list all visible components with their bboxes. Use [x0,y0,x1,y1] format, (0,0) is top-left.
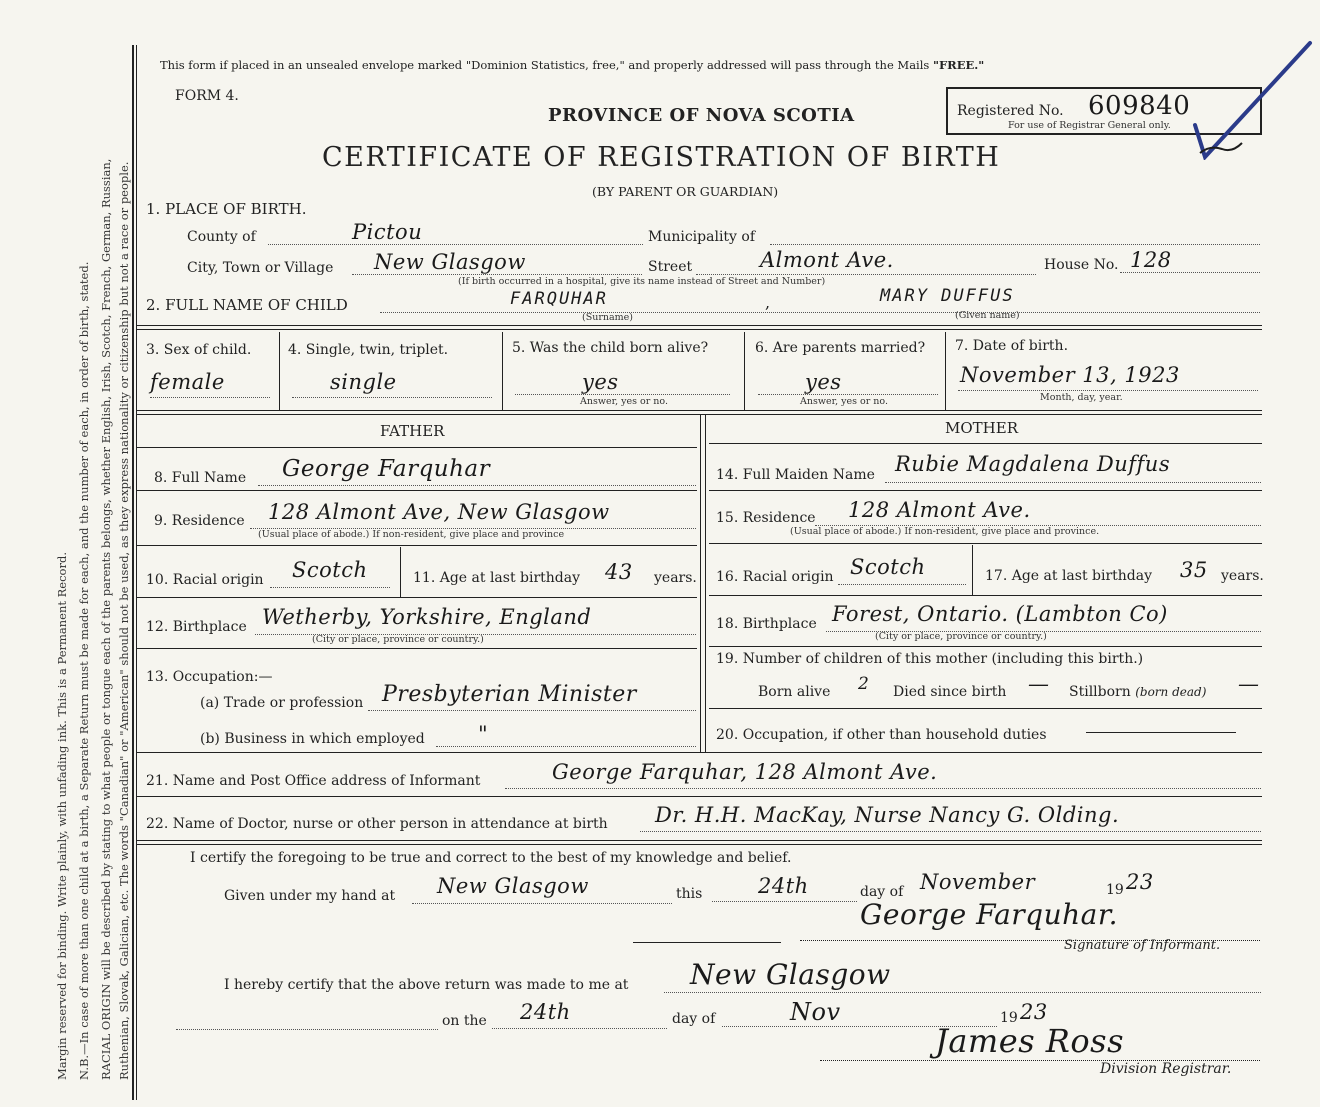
given-day-line [712,901,857,902]
sex-label: 3. Sex of child. [146,342,252,358]
given-year: 23 [1126,870,1154,894]
rule-5 [137,840,1262,841]
margin-note-2: N.B.—In case of more than one child at a birth, a Separate Return must be made for each, and the number of each, in order of birth, stated. [77,261,91,1080]
father-name: George Farquhar [282,456,491,482]
col-rule-1 [279,332,280,410]
child-surname: FARQUHAR [510,289,608,309]
children-count-label: 19. Number of children of this mother (including this birth.) [716,651,1144,667]
stillborn-value: — [1238,672,1260,696]
given-year-prefix: 19 [1106,882,1124,898]
born-alive-value: 2 [858,674,870,694]
street-line [696,274,1036,275]
center-rule [700,414,701,752]
plurality-label: 4. Single, twin, triplet. [288,342,449,358]
plurality-line [292,397,492,398]
registered-label: Registered No. [957,103,1064,119]
certificate-title: CERTIFICATE OF REGISTRATION OF BIRTH [322,142,1001,173]
mother-birthplace-note: (City or place, province or country.) [875,631,1047,642]
father-heading: FATHER [380,422,445,440]
street-label: Street [648,259,693,275]
rule-5b [137,844,1262,845]
father-birthplace-note: (City or place, province or country.) [312,634,484,645]
mother-residence-note: (Usual place of abode.) If non-resident, give place and province. [790,526,1100,537]
registrar-signature: James Ross [935,1022,1124,1060]
died-value: — [1028,672,1050,696]
business-label: (b) Business in which employed [200,731,425,747]
father-racial: Scotch [292,558,368,582]
dob-label: 7. Date of birth. [955,338,1069,354]
mother-rule-1 [709,490,1262,491]
street-value: Almont Ave. [760,248,894,272]
mother-residence: 128 Almont Ave. [848,498,1031,522]
registrar-blank-line [176,1029,438,1030]
center-rule-b [705,414,706,752]
mother-name-line [885,482,1261,483]
house-value: 128 [1130,248,1172,272]
mother-rule-0 [709,443,1262,444]
registrar-day-line [492,1028,667,1029]
binding-rule [132,45,134,1100]
informant-line [505,788,1261,789]
child-name-comma: , [765,293,771,312]
form-number: FORM 4. [175,88,239,104]
registrar-place-line [664,992,1261,993]
informant-signature-label: Signature of Informant. [1064,938,1221,953]
sex-line [150,397,270,398]
mother-racial-line [838,584,966,585]
dob-line [958,390,1258,391]
father-residence-note: (Usual place of abode.) If non-resident, give place and province [258,529,565,540]
father-occupation-label: 13. Occupation:— [146,669,273,685]
trade-value: Presbyterian Minister [382,682,637,707]
born-alive-label: Born alive [758,684,831,700]
registrar-year-prefix: 19 [1000,1010,1018,1026]
col-rule-2 [502,332,503,410]
child-name-label: 2. FULL NAME OF CHILD [146,296,348,314]
on-the-label: on the [442,1013,487,1029]
mother-rule-4 [709,646,1262,647]
married-value: yes [805,370,842,394]
day-of-label: day of [860,884,904,900]
dob-note: Month, day, year. [1040,392,1123,403]
died-label: Died since birth [893,684,1007,700]
mother-name: Rubie Magdalena Duffus [895,452,1171,476]
father-racial-line [270,587,390,588]
sex-value: female [150,370,225,394]
rule-1 [137,325,1262,326]
business-value: " [478,722,489,746]
mother-occupation-dash [1086,732,1236,733]
alive-value: yes [582,370,619,394]
county-line [268,244,643,245]
place-of-birth-label: 1. PLACE OF BIRTH. [146,200,307,218]
mail-notice: This form if placed in an unsealed envelope marked "Dominion Statistics, free," and properly addressed will pass through the Mails "FREE." [160,58,985,72]
given-place: New Glasgow [437,874,589,898]
certify-statement: I certify the foregoing to be true and correct to the best of my knowledge and belief. [190,850,792,866]
col-rule-4 [945,332,946,410]
mother-rule-2 [709,543,1262,544]
trade-label: (a) Trade or profession [200,695,364,711]
registrar-day-of-label: day of [672,1011,716,1027]
alive-label: 5. Was the child born alive? [512,340,709,356]
child-given-name: MARY DUFFUS [880,286,1015,306]
alive-line [515,394,730,395]
mother-racial: Scotch [850,555,926,579]
mother-name-label: 14. Full Maiden Name [716,467,875,483]
sig-rule-left [633,942,781,943]
given-month: November [920,870,1036,894]
mother-heading: MOTHER [945,419,1018,437]
father-residence-label: 9. Residence [154,513,245,529]
rule-3 [137,752,1262,753]
county-label: County of [187,229,256,245]
mother-age-rule [972,545,973,595]
informant-signature: George Farquhar. [860,898,1119,931]
mother-age-label: 17. Age at last birthday [985,568,1153,584]
father-age: 43 [605,560,633,584]
registrar-place: New Glasgow [690,958,891,991]
mother-residence-label: 15. Residence [716,510,816,526]
father-name-line [258,485,696,486]
married-note: Answer, yes or no. [800,396,889,407]
business-line [436,746,696,747]
father-rule-1 [137,490,697,491]
house-line [1120,272,1260,273]
dob-value: November 13, 1923 [960,363,1180,387]
father-residence: 128 Almont Ave, New Glasgow [268,500,610,524]
binding-margin [55,40,135,1100]
margin-note-1: Margin reserved for binding. Write plainly, with unfading ink. This is a Permanent Record. [55,552,69,1080]
father-rule-3 [137,597,697,598]
margin-note-4: Ruthenian, Slovak, Galician, etc. The words "Canadian" or "American" should not be used, as they express nationality or citizenship but not a race or people. [117,161,131,1080]
stillborn-note: (born dead) [1135,685,1207,699]
father-name-label: 8. Full Name [154,470,247,486]
father-age-rule [400,547,401,597]
attendant-value: Dr. H.H. MacKay, Nurse Nancy G. Olding. [655,803,1120,827]
municipality-line [770,244,1260,245]
married-label: 6. Are parents married? [755,340,926,356]
rule-2 [137,410,1262,411]
trade-line [368,710,696,711]
hospital-note: (If birth occurred in a hospital, give its name instead of Street and Number) [458,276,826,287]
rule-4 [137,796,1262,797]
child-name-line [380,312,1260,313]
registrar-label: Division Registrar. [1100,1061,1232,1077]
father-birthplace-label: 12. Birthplace [146,619,247,635]
attendant-line [640,831,1261,832]
given-day: 24th [758,874,809,898]
given-place-line [412,903,672,904]
father-racial-label: 10. Racial origin [146,572,264,588]
father-rule-2 [137,545,697,546]
county-value: Pictou [352,220,423,244]
province-heading: PROVINCE OF NOVA SCOTIA [548,105,855,126]
father-age-label: 11. Age at last birthday [413,570,581,586]
check-mark-icon [1180,35,1320,160]
mother-age: 35 [1180,558,1208,582]
binding-rule-inner [136,45,137,1100]
father-age-unit: years. [654,570,697,586]
informant-value: George Farquhar, 128 Almont Ave. [552,760,938,784]
mother-racial-label: 16. Racial origin [716,569,834,585]
mother-rule-5 [709,708,1262,709]
informant-label: 21. Name and Post Office address of Informant [146,773,481,789]
registrar-month: Nov [790,998,841,1026]
registrar-year: 23 [1020,1000,1048,1024]
house-label: House No. [1044,257,1119,273]
alive-note: Answer, yes or no. [580,396,669,407]
municipality-label: Municipality of [648,229,756,245]
registrar-day: 24th [520,1000,571,1024]
married-line [758,394,938,395]
father-rule-0 [137,447,697,448]
father-rule-4 [137,648,697,649]
city-label: City, Town or Village [187,260,334,276]
given-label: Given under my hand at [224,888,396,904]
registrar-statement: I hereby certify that the above return was made to me at [224,977,629,993]
attendant-label: 22. Name of Doctor, nurse or other person in attendance at birth [146,816,608,832]
father-birthplace: Wetherby, Yorkshire, England [262,605,592,629]
mother-age-unit: years. [1221,568,1264,584]
plurality-value: single [330,370,397,394]
given-name-note: (Given name) [955,310,1020,321]
mother-birthplace-label: 18. Birthplace [716,616,817,632]
surname-note: (Surname) [582,312,633,323]
city-line [352,274,642,275]
city-value: New Glasgow [374,250,526,274]
this-label: this [676,886,703,902]
mother-rule-3 [709,595,1262,596]
mother-birthplace: Forest, Ontario. (Lambton Co) [832,602,1168,626]
certificate-subtitle: (BY PARENT OR GUARDIAN) [592,184,779,199]
mother-occupation-label: 20. Occupation, if other than household duties [716,727,1047,743]
margin-note-3: RACIAL ORIGIN will be described by stating to what people or tongue each of the parents belongs, whether English, Irish, Scotch, French, German, Russian, [99,158,113,1080]
registered-number: 609840 [1088,91,1191,121]
rule-1b [137,329,1262,330]
col-rule-3 [744,332,745,410]
registered-note: For use of Registrar General only. [1008,120,1171,131]
stillborn-label: Stillborn (born dead) [1069,684,1207,700]
